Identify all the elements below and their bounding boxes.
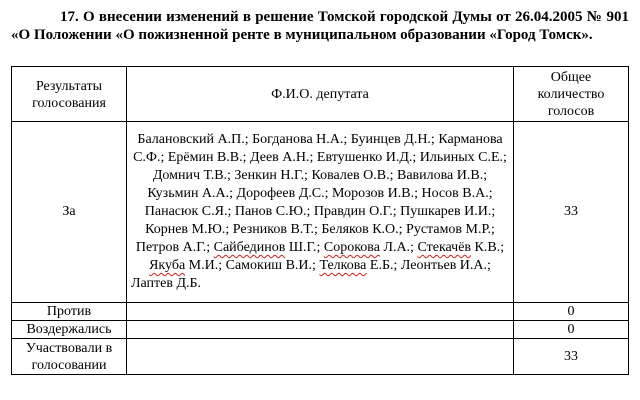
deputy-names-against	[127, 303, 514, 321]
table-row-abstained	[12, 321, 629, 339]
names-text: Л.А.;	[379, 240, 418, 255]
row-label-for: За	[12, 122, 127, 303]
count-participated: 33	[514, 339, 629, 375]
names-text: М.И.; Самокиш В.И.;	[185, 258, 320, 273]
table-row-for	[12, 122, 629, 303]
names-text-flagged: Якуба	[149, 258, 186, 273]
row-label-abstained: Воздержались	[12, 321, 127, 339]
names-text-flagged: Телкова	[319, 258, 367, 273]
names-text-flagged: Сайбединов	[213, 240, 286, 255]
count-against: 0	[514, 303, 629, 321]
row-label-participated: Участвовали в голосовании	[12, 339, 127, 375]
table-row-against	[12, 303, 629, 321]
header-results: Результаты голосования	[12, 67, 127, 122]
deputy-names-participated	[127, 339, 514, 375]
resolution-heading: 17. О внесении изменений в решение Томской городской Думы от 26.04.2005 № 901 «О Положении «О пожизненной ренте в муниципальном образовании «Город Томск».	[11, 9, 629, 43]
count-for: 33	[514, 122, 629, 303]
names-text-flagged: Стекачёв	[417, 240, 472, 255]
names-text: Ш.Г.;	[285, 240, 324, 255]
names-text: К.В.;	[471, 240, 505, 255]
header-total: Общее количество голосов	[514, 67, 629, 122]
deputy-names-abstained	[127, 321, 514, 339]
header-deputy: Ф.И.О. депутата	[127, 67, 514, 122]
voting-results-table	[11, 66, 629, 375]
count-abstained: 0	[514, 321, 629, 339]
table-header-row	[12, 67, 629, 122]
names-text-flagged: Сорокова	[323, 240, 380, 255]
deputy-names-for	[127, 122, 514, 303]
table-row-participated	[12, 339, 629, 375]
names-text: Е.Б.; Леонтьев И.А.; Лаптев Д.Б.	[131, 258, 491, 291]
names-text: Балановский А.П.; Богданова Н.А.; Буинцев Д.Н.; Карманова С.Ф.; Ерёмин В.В.; Деев А.Н.; Евтушенко И.Д.; Ильиных С.Е.; Домнич Т.В.; Зенкин Н.Г.; Ковалев О.В.; Вавилова И.В.; Кузьмин А.А.; Дорофеев Д.С.; Морозов И.В.; Носов В.А.; Панасюк С.Я.; Панов С.Ю.; Правдин О.Г.; Пушкарев И.И.; Корнев М.Ю.; Резников В.Т.; Беляков К.О.; Рустамов М.Р.; Петров А.Г.;	[133, 132, 507, 255]
row-label-against: Против	[12, 303, 127, 321]
